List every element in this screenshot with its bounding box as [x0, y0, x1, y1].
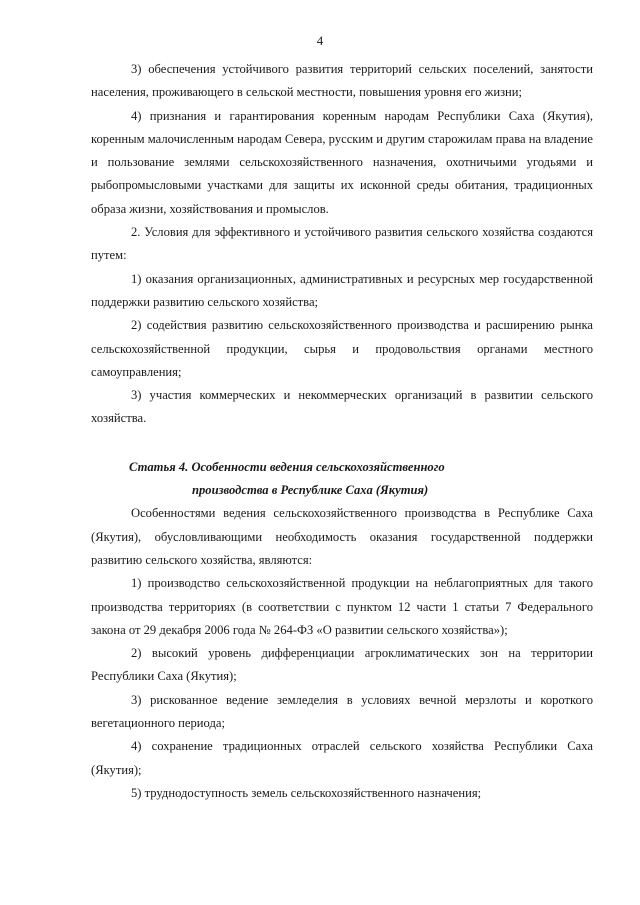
paragraph-item-4: 4) признания и гарантирования коренным народам Республики Саха (Якутия), коренным малочисленным народам Севера, русским и другим старожилам права на владение и пользование землями сельскохозяйственного назначения, охотничьими угодьями и рыбопромысловыми участками для защиты их исконной среды обитания, традиционных образа жизни, хозяйствования и промыслов. — [91, 108, 593, 216]
paragraph-feature-2: 2) высокий уровень дифференциации агроклиматических зон на территории Республики Саха (Якутия); — [91, 646, 593, 684]
paragraph-subitem-2: 2) содействия развитию сельскохозяйственного производства и расширению рынка сельскохозяйственной продукции, сырья и продовольствия органами местного самоуправления; — [91, 318, 593, 379]
paragraph-subitem-1: 1) оказания организационных, административных и ресурсных мер государственной поддержки развитию сельского хозяйства; — [91, 271, 593, 309]
paragraph-feature-5: 5) труднодоступность земель сельскохозяйственного назначения; — [131, 785, 482, 800]
page-number: 4 — [316, 33, 324, 48]
paragraph-subitem-3: 3) участия коммерческих и некоммерческих организаций в развитии сельского хозяйства. — [91, 388, 593, 426]
paragraph-article-intro: Особенностями ведения сельскохозяйственного производства в Республике Саха (Якутия), обусловливающими необходимость оказания государственной поддержки развитию сельского хозяйства, являются: — [91, 506, 593, 567]
article-title-line-1: Статья 4. Особенности ведения сельскохозяйственного — [129, 459, 445, 474]
article-title-line-2: производства в Республике Саха (Якутия) — [192, 483, 429, 498]
paragraph-feature-1: 1) производство сельскохозяйственной продукции на неблагоприятных для такого производства территориях (в соответствии с пунктом 12 части 1 статьи 7 Федерального закона от 29 декабря 2006 года № 264-ФЗ «О развитии сельского хозяйства»); — [91, 576, 593, 637]
document-body — [91, 58, 593, 805]
paragraph-feature-4: 4) сохранение традиционных отраслей сельского хозяйства Республики Саха (Якутия); — [91, 739, 593, 777]
paragraph-section-2: 2. Условия для эффективного и устойчивого развития сельского хозяйства создаются путем: — [91, 225, 593, 263]
paragraph-item-3: 3) обеспечения устойчивого развития территорий сельских поселений, занятости населения, проживающего в сельской местности, повышения уровня его жизни; — [91, 62, 593, 100]
paragraph-feature-3: 3) рискованное ведение земледелия в условиях вечной мерзлоты и короткого вегетационного периода; — [91, 692, 593, 731]
